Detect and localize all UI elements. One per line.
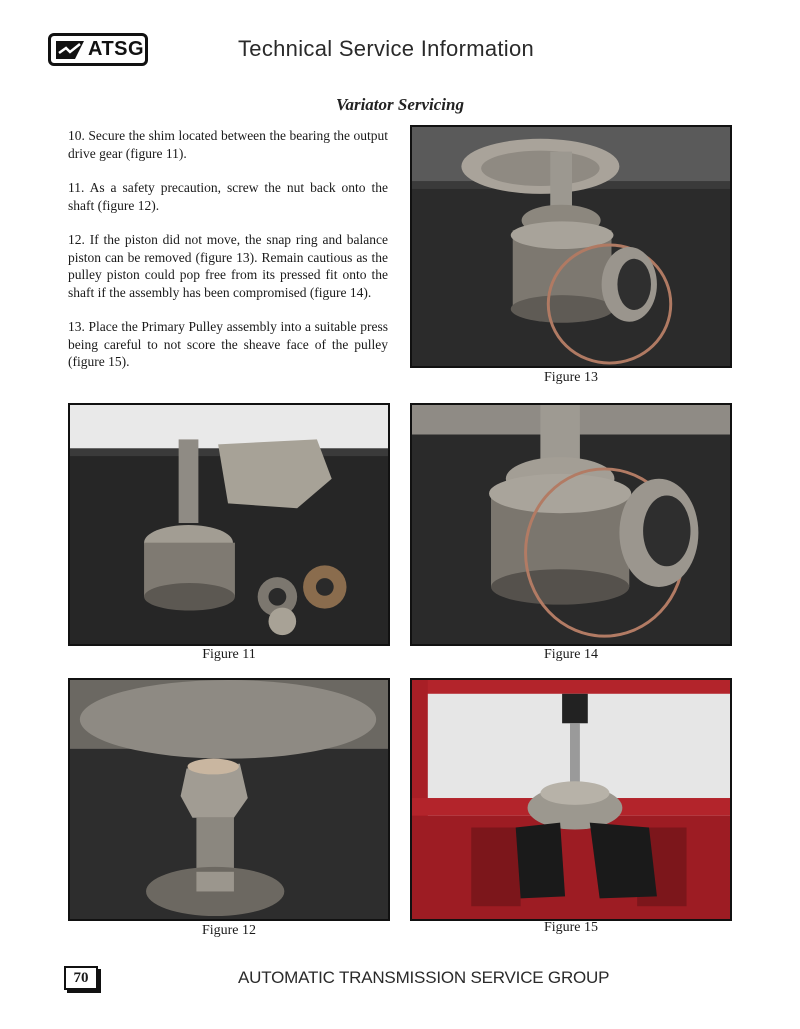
figure-15-photo [410, 678, 732, 921]
figure-14-photo [410, 403, 732, 646]
figure-14-caption: Figure 14 [543, 647, 599, 662]
footer-organization: AUTOMATIC TRANSMISSION SERVICE GROUP [238, 968, 610, 987]
step-10: 10. Secure the shim located between the bearing the output drive gear (figure 11). [68, 128, 388, 161]
figure-13-caption: Figure 13 [543, 370, 599, 385]
section-title: Variator Servicing [336, 95, 464, 114]
figure-11-caption: Figure 11 [202, 647, 256, 662]
step-12: 12. If the piston did not move, the snap ring and balance piston can be removed (figure 13). Remain cautious as the pulley piston could pop free from its pressed fit onto the shaft if the assembly has been compromised (figure 14). [68, 232, 388, 300]
instructions-text [68, 127, 388, 388]
figure-15-caption: Figure 15 [543, 920, 599, 935]
figure-11-photo [68, 403, 390, 646]
figure-13-photo [410, 125, 732, 368]
step-13: 13. Place the Primary Pulley assembly into a suitable press being careful to not score the sheave face of the pulley (figure 15). [68, 319, 388, 369]
page-header-title: Technical Service Information [238, 36, 535, 61]
atsg-logo [48, 33, 148, 66]
step-11: 11. As a safety precaution, screw the nut back onto the shaft (figure 12). [68, 180, 388, 213]
figure-12-caption: Figure 12 [201, 923, 257, 938]
page-number: 70 [64, 966, 98, 990]
logo-text: ATSG [88, 38, 145, 60]
atsg-logo-icon [55, 39, 85, 61]
figure-12-photo [68, 678, 390, 921]
